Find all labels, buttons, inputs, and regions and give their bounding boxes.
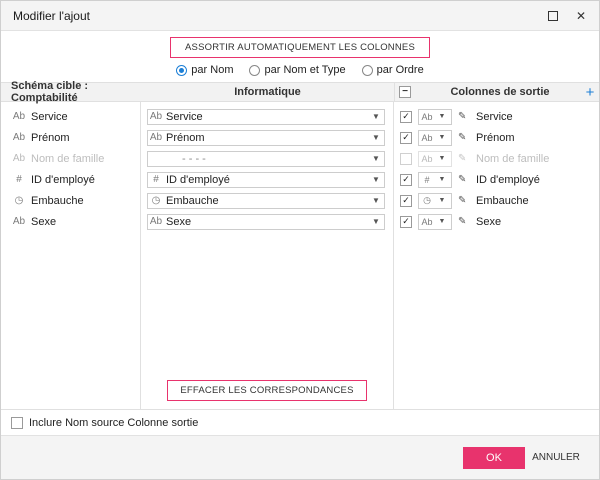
list-item [141, 190, 393, 211]
type-icon: Ab [12, 153, 26, 164]
chevron-down-icon: ▼ [438, 113, 446, 120]
edit-pencil-icon[interactable]: ✎ [458, 111, 467, 122]
output-checkbox[interactable]: ✓ [400, 216, 412, 228]
add-column-icon[interactable]: + [585, 83, 595, 101]
source-select-value: Embauche [166, 194, 219, 207]
table-row [394, 169, 599, 190]
table-row [394, 106, 599, 127]
edit-pencil-icon[interactable]: ✎ [458, 132, 467, 143]
source-select-value: Prénom [166, 131, 205, 144]
table-row [1, 190, 140, 211]
source-select[interactable] [147, 214, 385, 230]
chevron-down-icon: ▼ [372, 175, 380, 184]
table-row [1, 169, 140, 190]
type-icon: ◷ [151, 195, 161, 206]
cancel-button[interactable]: ANNULER [525, 447, 587, 469]
output-column-label: Nom de famille [476, 152, 550, 165]
collapse-icon[interactable]: − [399, 86, 411, 98]
dialog-footer [1, 435, 599, 479]
type-icon: Ab [421, 216, 433, 227]
match-toolbar [1, 31, 599, 82]
match-mode-radio-group [1, 64, 599, 76]
source-select[interactable] [147, 130, 385, 146]
edit-pencil-icon[interactable]: ✎ [458, 216, 467, 227]
header-output-columns: Colonnes de sortie [450, 86, 550, 98]
type-icon: Ab [12, 216, 26, 227]
include-source-name-row [1, 409, 599, 435]
type-icon: Ab [421, 111, 433, 122]
output-column-label: ID d'employé [476, 173, 540, 186]
type-icon: ◷ [423, 195, 431, 205]
chevron-down-icon: ▼ [438, 176, 446, 183]
mapping-body [1, 102, 599, 409]
output-type-select[interactable] [418, 172, 452, 188]
table-row [1, 106, 140, 127]
type-icon: Ab [12, 111, 26, 122]
type-icon: Ab [421, 132, 433, 143]
chevron-down-icon: ▼ [372, 112, 380, 121]
columns-header [1, 82, 599, 102]
radio-option-par-nom-et-type[interactable] [249, 64, 345, 76]
output-type-select[interactable] [418, 214, 452, 230]
chevron-down-icon: ▼ [438, 155, 446, 162]
include-source-name-checkbox[interactable] [11, 417, 23, 429]
auto-match-columns-button[interactable]: ASSORTIR AUTOMATIQUEMENT LES COLONNES [170, 37, 430, 58]
radio-label-par-nom: par Nom [191, 64, 234, 76]
target-column-label: Embauche [31, 194, 84, 207]
list-item [141, 211, 393, 232]
chevron-down-icon: ▼ [372, 217, 380, 226]
radio-label-par-ordre: par Ordre [376, 64, 424, 76]
source-select[interactable] [147, 109, 385, 125]
output-column-label: Embauche [476, 194, 529, 207]
target-columns-list [1, 102, 141, 409]
output-checkbox[interactable]: ✓ [400, 132, 412, 144]
radio-icon-par-nom-et-type [249, 65, 260, 76]
clear-matches-button[interactable]: EFFACER LES CORRESPONDANCES [167, 380, 366, 401]
table-row [1, 148, 140, 169]
source-select[interactable] [147, 172, 385, 188]
title-bar [1, 1, 599, 31]
table-row [394, 190, 599, 211]
edit-pencil-icon[interactable]: ✎ [458, 195, 467, 206]
chevron-down-icon: ▼ [372, 133, 380, 142]
type-icon: Ab [421, 153, 433, 164]
header-target-schema: Schéma cible : Comptabilité [11, 80, 89, 104]
type-icon: Ab [149, 132, 163, 143]
header-output-group [394, 83, 599, 101]
output-type-select[interactable] [418, 109, 452, 125]
include-source-name-label: Inclure Nom source Colonne sortie [29, 416, 199, 429]
target-column-label: Service [31, 110, 68, 123]
radio-icon-par-ordre [362, 65, 373, 76]
list-item [141, 169, 393, 190]
table-row [1, 127, 140, 148]
table-row [394, 127, 599, 148]
type-icon: # [424, 174, 430, 185]
list-item [141, 106, 393, 127]
type-icon: ◷ [14, 195, 24, 206]
radio-icon-par-nom [176, 65, 187, 76]
edit-pencil-icon[interactable]: ✎ [458, 153, 467, 164]
maximize-icon[interactable] [539, 3, 567, 29]
radio-label-par-nom-et-type: par Nom et Type [264, 64, 346, 76]
source-select-value: ID d'employé [166, 173, 230, 186]
chevron-down-icon: ▼ [438, 197, 446, 204]
output-column-label: Sexe [476, 215, 502, 228]
source-select[interactable] [147, 193, 385, 209]
chevron-down-icon: ▼ [438, 134, 446, 141]
radio-option-par-ordre[interactable] [362, 64, 424, 76]
type-icon: Ab [149, 111, 163, 122]
edit-pencil-icon[interactable]: ✎ [458, 174, 467, 185]
type-icon: # [153, 174, 159, 185]
clear-matches-row [141, 380, 393, 409]
output-type-select[interactable] [418, 151, 452, 167]
output-checkbox[interactable] [400, 153, 412, 165]
source-select-value: - - - - [182, 152, 206, 165]
source-select-value: Service [166, 110, 203, 123]
table-row [394, 148, 599, 169]
source-columns-list [141, 102, 394, 409]
radio-option-par-nom[interactable] [176, 64, 233, 76]
table-row [1, 211, 140, 232]
output-type-select[interactable] [418, 193, 452, 209]
table-row [394, 211, 599, 232]
output-column-label: Service [476, 110, 513, 123]
output-checkbox[interactable]: ✓ [400, 195, 412, 207]
type-icon: Ab [149, 216, 163, 227]
output-column-label: Prénom [476, 131, 515, 144]
page-title: Modifier l'ajout [13, 8, 90, 23]
output-checkbox[interactable]: ✓ [400, 111, 412, 123]
output-type-select[interactable] [418, 130, 452, 146]
close-icon[interactable]: ✕ [575, 8, 587, 23]
source-select-value: Sexe [166, 215, 192, 228]
target-column-label: Sexe [31, 215, 57, 228]
ok-button[interactable]: OK [463, 447, 525, 469]
type-icon: # [16, 174, 22, 185]
target-column-label: Nom de famille [31, 152, 105, 165]
chevron-down-icon: ▼ [372, 196, 380, 205]
chevron-down-icon: ▼ [438, 218, 446, 225]
chevron-down-icon: ▼ [372, 154, 380, 163]
header-source: Informatique [234, 86, 301, 98]
auto-match-row [1, 37, 599, 58]
target-column-label: Prénom [31, 131, 70, 144]
output-columns-list [394, 102, 599, 409]
type-icon: Ab [12, 132, 26, 143]
target-column-label: ID d'employé [31, 173, 95, 186]
list-item [141, 148, 393, 169]
list-item [141, 127, 393, 148]
output-checkbox[interactable]: ✓ [400, 174, 412, 186]
source-select[interactable] [147, 151, 385, 167]
